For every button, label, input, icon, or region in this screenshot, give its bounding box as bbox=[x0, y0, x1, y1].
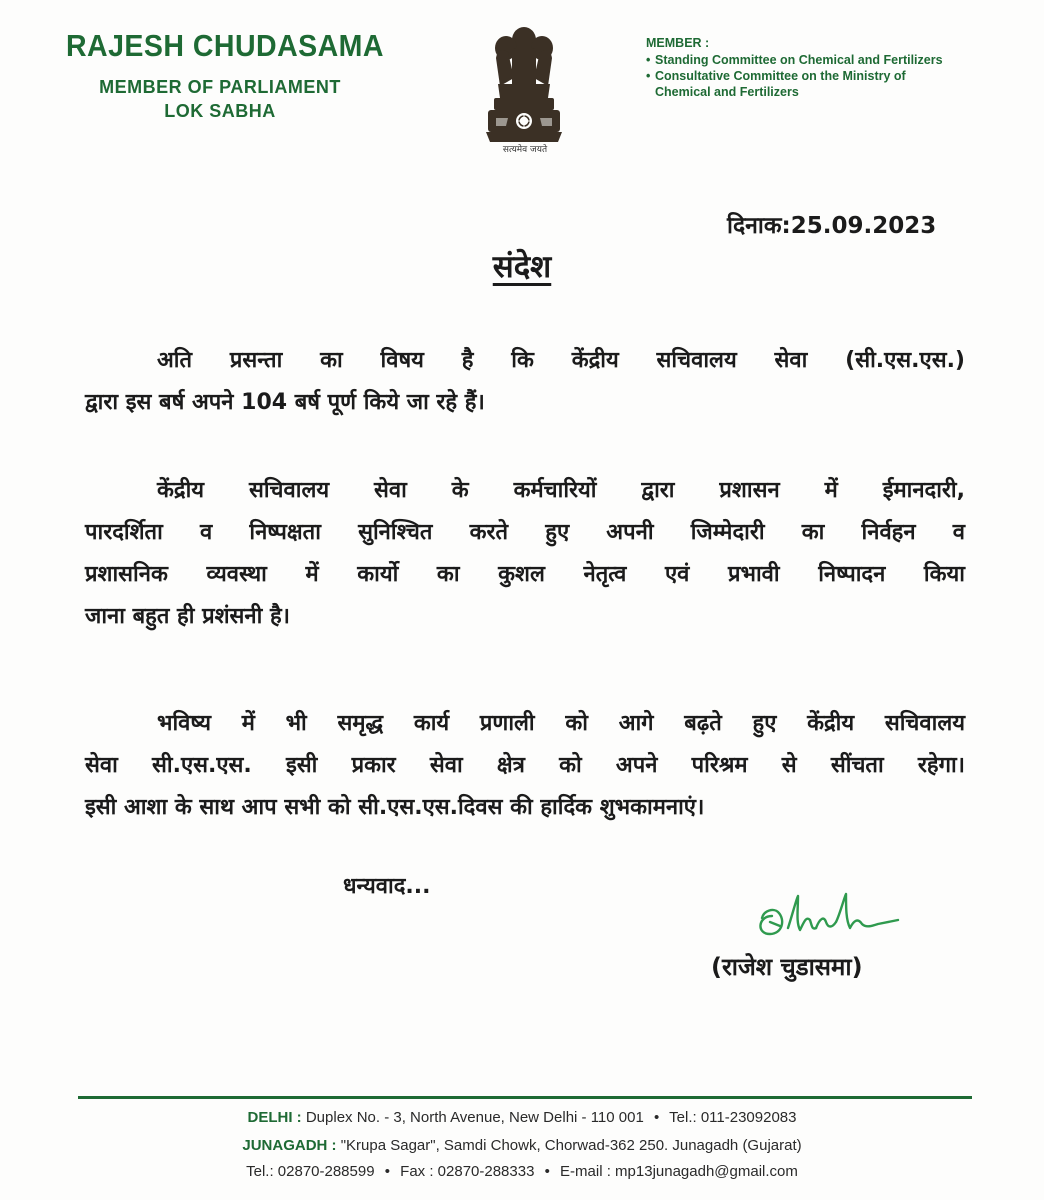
footer-contacts bbox=[0, 1163, 1044, 1180]
junagadh-telephone: Tel.: 02870-288599 bbox=[246, 1163, 375, 1180]
paragraph-line: जाना बहुत ही प्रशंसनी है। bbox=[85, 604, 291, 629]
handwritten-signature bbox=[748, 886, 908, 946]
paragraph-3 bbox=[85, 703, 965, 829]
footer-divider bbox=[78, 1096, 972, 1099]
committee-item: • Consultative Committee on the Ministry of bbox=[646, 68, 1006, 84]
letter-date: दिनाक:25.09.2023 bbox=[727, 213, 937, 239]
paragraph-2 bbox=[85, 470, 965, 638]
paragraph-line: प्रशासनिक व्यवस्था में कार्यो का कुशल नेतृत्व एवं प्रभावी निष्पादन किया bbox=[85, 562, 965, 587]
delhi-label: DELHI : bbox=[247, 1109, 302, 1126]
paragraph-line: पारदर्शिता व निष्पक्षता सुनिश्चित करते हुए अपनी जिम्मेदारी का निर्वहन व bbox=[85, 520, 965, 545]
committee-item-continuation: Chemical and Fertilizers bbox=[655, 85, 799, 99]
delhi-telephone: Tel.: 011-23092083 bbox=[669, 1109, 797, 1126]
mp-name: RAJESH CHUDASAMA bbox=[66, 28, 384, 63]
house-name: LOK SABHA bbox=[164, 101, 276, 121]
national-emblem-icon bbox=[478, 18, 570, 162]
committee-memberships bbox=[646, 35, 1006, 100]
junagadh-label: JUNAGADH : bbox=[242, 1137, 337, 1154]
paragraph-line: सेवा सी.एस.एस. इसी प्रकार सेवा क्षेत्र को अपने परिश्रम से सींचता रहेगा। bbox=[85, 753, 965, 778]
bullet-separator: • bbox=[384, 1163, 390, 1180]
paragraph-line: द्वारा इस बर्ष अपने 104 बर्ष पूर्ण किये जा रहे हैं। bbox=[85, 390, 485, 415]
bullet-separator: • bbox=[544, 1163, 550, 1180]
bullet-separator: • bbox=[653, 1109, 660, 1126]
member-heading: MEMBER : bbox=[646, 36, 710, 50]
paragraph-line: केंद्रीय सचिवालय सेवा के कर्मचारियों द्वारा प्रशासन में ईमानदारी, bbox=[157, 478, 965, 503]
closing-text: धन्यवाद... bbox=[343, 874, 431, 899]
fax-number: Fax : 02870-288333 bbox=[400, 1163, 535, 1180]
paragraph-line: भविष्य में भी समृद्ध कार्य प्रणाली को आगे बढ़ते हुए केंद्रीय सचिवालय bbox=[157, 711, 965, 736]
email-address: E-mail : mp13junagadh@gmail.com bbox=[560, 1163, 798, 1180]
signer-name: (राजेश चुडासमा) bbox=[711, 953, 863, 981]
committee-item: • Standing Committee on Chemical and Fertilizers bbox=[646, 52, 1006, 68]
mp-title: MEMBER OF PARLIAMENT bbox=[99, 77, 341, 97]
footer-junagadh bbox=[0, 1137, 1044, 1154]
paragraph-1 bbox=[85, 340, 965, 424]
junagadh-address: "Krupa Sagar", Samdi Chowk, Chorwad-362 250. Junagadh (Gujarat) bbox=[340, 1137, 802, 1154]
emblem-motto: सत्यमेव जयते bbox=[502, 145, 548, 155]
paragraph-line: अति प्रसन्ता का विषय है कि केंद्रीय सचिवालय सेवा (सी.एस.एस.) bbox=[157, 348, 965, 373]
footer-delhi bbox=[0, 1109, 1044, 1126]
delhi-address: Duplex No. - 3, North Avenue, New Delhi - 110 001 bbox=[305, 1109, 644, 1126]
paragraph-line: इसी आशा के साथ आप सभी को सी.एस.एस.दिवस की हार्दिक शुभकामनाएं। bbox=[85, 795, 705, 820]
letter-subject: संदेश bbox=[492, 249, 552, 285]
